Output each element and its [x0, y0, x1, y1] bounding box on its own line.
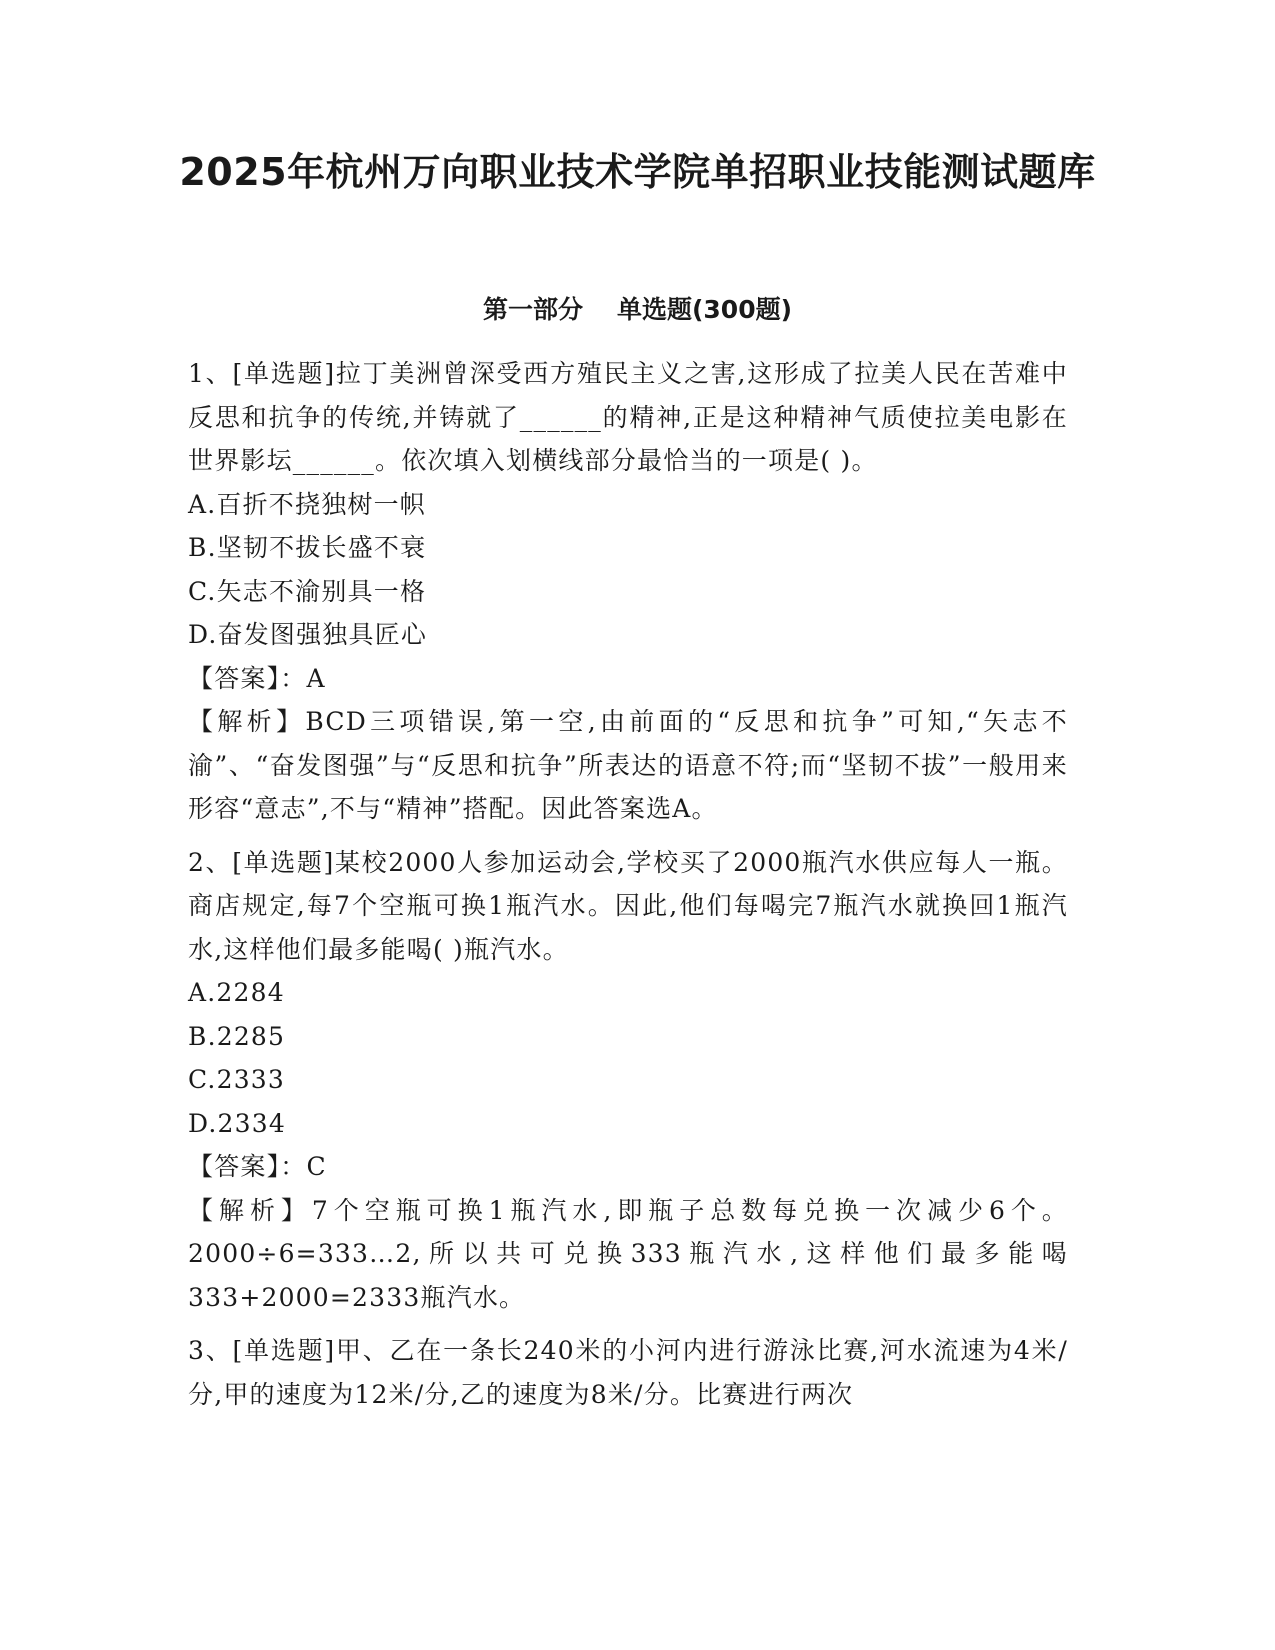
analysis-line [188, 700, 1068, 831]
question-item [188, 841, 1068, 1320]
option-c: C.矢志不渝别具一格 [188, 576, 427, 606]
answer-line [188, 657, 1068, 701]
section-part: 第一部分 [482, 295, 583, 324]
answer-value: A [306, 663, 326, 693]
answer-label: 【答案】： [188, 1152, 307, 1181]
option-a: A.2284 [188, 978, 285, 1007]
analysis-label: 【解析】 [188, 707, 306, 736]
question-stem: 1、[单选题]拉丁美洲曾深受西方殖民主义之害,这形成了拉美人民在苦难中反思和抗争的传统,并铸就了______的精神,正是这种精神气质使拉美电影在世界影坛______。依次填入划横线部分最恰当的一项是( )。 [188, 359, 1068, 475]
question-list [188, 352, 1068, 1426]
option-a: A.百折不挠独树一帜 [188, 489, 427, 519]
analysis-text: 7个空瓶可换1瓶汽水,即瓶子总数每兑换一次减少6个。2000÷6=333…2,所以共可兑换333瓶汽水,这样他们最多能喝333+2000=2333瓶汽水。 [188, 1195, 1068, 1312]
section-heading [0, 292, 1275, 328]
option-d: D.奋发图强独具匠心 [188, 620, 428, 649]
question-stem: 3、[单选题]甲、乙在一条长240米的小河内进行游泳比赛,河水流速为4米/分,甲的速度为12米/分,乙的速度为8米/分。比赛进行两次 [188, 1336, 1068, 1409]
option-d: D.2334 [188, 1108, 286, 1138]
question-stem: 2、[单选题]某校2000人参加运动会,学校买了2000瓶汽水供应每人一瓶。商店规定,每7个空瓶可换1瓶汽水。因此,他们每喝完7瓶汽水就换回1瓶汽水,这样他们最多能喝( )瓶汽水。 [188, 847, 1068, 964]
analysis-line [188, 1189, 1068, 1320]
option-b: B.2285 [188, 1021, 286, 1051]
question-item [188, 1329, 1068, 1416]
answer-label: 【答案】： [188, 663, 307, 693]
section-name: 单选题(300题) [616, 295, 793, 324]
question-item [188, 352, 1068, 831]
option-b: B.坚韧不拔长盛不衰 [188, 533, 427, 562]
answer-value: C [306, 1152, 327, 1181]
analysis-label: 【解析】 [188, 1195, 312, 1225]
option-c: C.2333 [188, 1065, 286, 1094]
analysis-text: BCD三项错误,第一空,由前面的“反思和抗争”可知,“矢志不渝”、“奋发图强”与“反思和抗争”所表达的语意不符;而“坚韧不拔”一般用来形容“意志”,不与“精神”搭配。因此答案选A。 [188, 707, 1068, 823]
document-title: 2025年杭州万向职业技术学院单招职业技能测试题库 [179, 150, 1096, 194]
answer-line [188, 1145, 1068, 1189]
